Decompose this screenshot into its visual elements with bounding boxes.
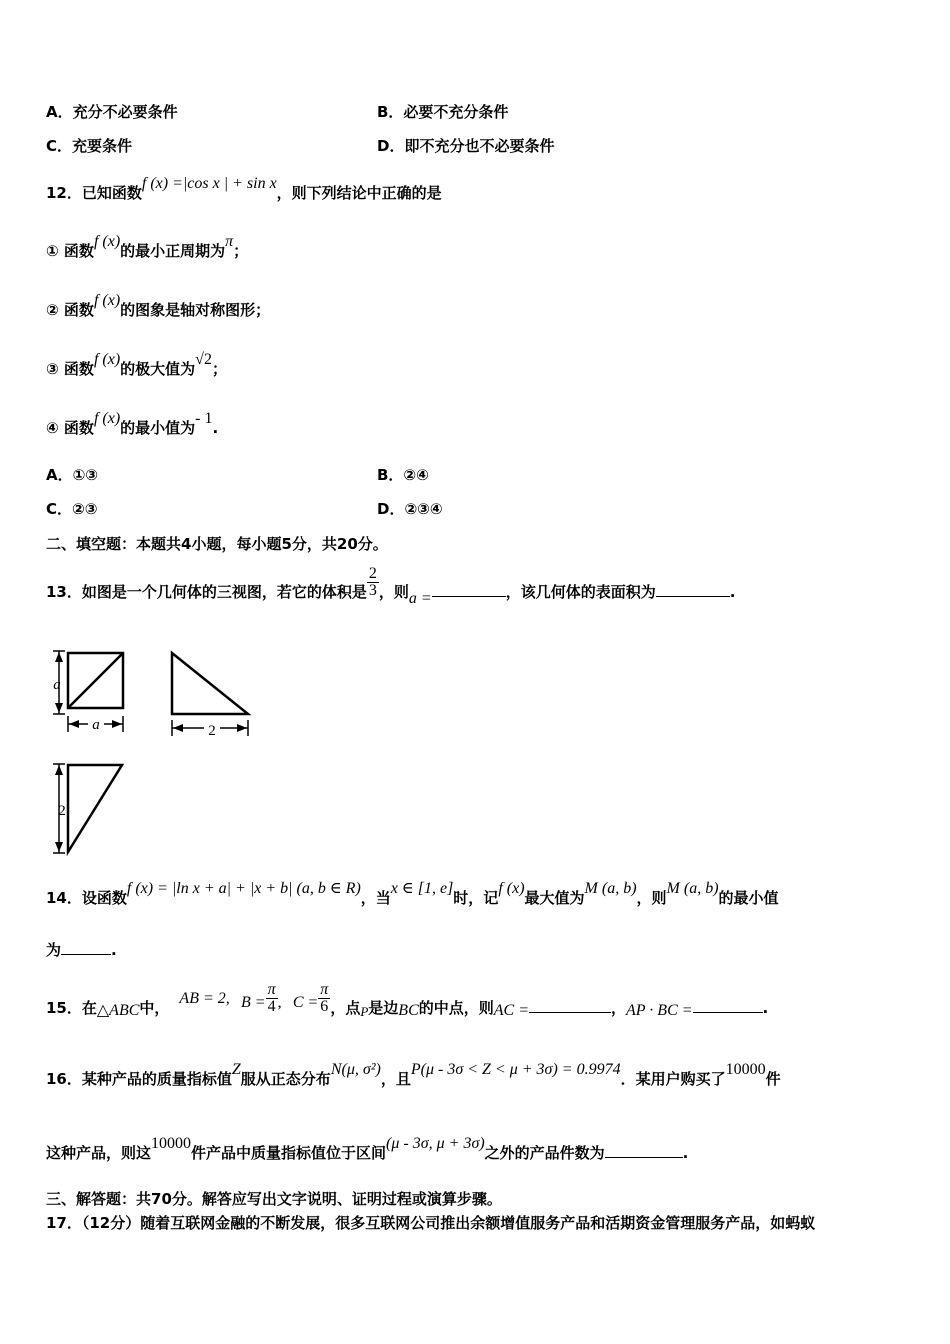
q15-prefix: 15．在: [46, 999, 97, 1017]
q15-edge: 是边: [368, 999, 399, 1017]
option-a: A．充分不必要条件: [46, 103, 178, 121]
q15-blank-apbc: [693, 998, 763, 1013]
q12-stem: [46, 175, 442, 204]
q14-mab-2: M (a, b): [666, 880, 719, 897]
q16-count-2: 10000: [151, 1135, 192, 1152]
q15-ac: AC =: [493, 1002, 530, 1019]
q12-statement-1: [46, 233, 249, 262]
q15-b-four: 4: [267, 998, 276, 1015]
q16-z: Z: [231, 1061, 241, 1078]
q15-c-pi: π: [320, 981, 329, 998]
q14-then: ，则: [636, 889, 667, 907]
q12-statement-3: [46, 351, 227, 380]
q13-numerator: 2: [368, 565, 377, 582]
q15-stem: [46, 981, 769, 1019]
q16-line2-post: 之外的产品件数为: [484, 1144, 605, 1162]
q15-p: P: [360, 1004, 369, 1019]
q13-fraction: [367, 566, 379, 599]
q12-statement-2: [46, 292, 271, 321]
q15-b-fraction: [266, 982, 278, 1015]
q14-min-text: 的最小值: [718, 889, 779, 907]
q14-when: ，当: [360, 889, 391, 907]
q13-stem: [46, 565, 736, 607]
front-view-arrow-left: [69, 720, 79, 728]
q15-c-fraction: [318, 982, 330, 1015]
q16-line2-mid: 件产品中质量指标值位于区间: [191, 1144, 387, 1162]
q12-tail: ，则下列结论中正确的是: [276, 184, 442, 202]
front-view-arrow-down: [55, 703, 63, 713]
q15-blank-ac: [529, 998, 611, 1013]
q15-period: .: [762, 999, 769, 1017]
s2-fx: f (x): [93, 292, 121, 309]
option-b: B．必要不充分条件: [377, 103, 509, 121]
front-view-diagonal: [68, 653, 123, 708]
s4-period: .: [212, 419, 219, 437]
q13-area-text: ，该几何体的表面积为: [505, 583, 656, 601]
front-view-label-a: a: [53, 677, 61, 693]
section-2-heading: 二、填空题：本题共4小题，每小题5分，共20分。: [46, 535, 388, 553]
q16-jian: 件: [765, 1070, 781, 1088]
q16-stem: [46, 1061, 781, 1090]
q12-option-a: A．①③: [46, 466, 99, 484]
q16-count: 10000: [725, 1061, 766, 1078]
q15-b-eq: B =: [241, 994, 266, 1011]
q14-line-2: [46, 940, 117, 960]
top-view-triangle: [68, 765, 122, 852]
q16-buy: ．某用户购买了: [620, 1070, 726, 1088]
side-view-arrow-left: [173, 724, 183, 732]
front-view-arrow-right: [112, 720, 122, 728]
q14-time: 时，记: [453, 889, 499, 907]
q12-number: 12．已知函数: [46, 184, 142, 202]
q15-ab: AB = 2,: [179, 990, 230, 1007]
q12-option-c: C．②③: [46, 500, 98, 518]
q15-c-eq: C =: [292, 994, 319, 1011]
q13-blank-area: [656, 582, 730, 597]
q15-comma-2: ，: [611, 999, 627, 1017]
option-d: D．即不充分也不必要条件: [377, 137, 555, 155]
s1-text: 的最小正周期为: [120, 242, 226, 260]
q16-range: (μ - 3σ, μ + 3σ): [386, 1135, 485, 1152]
q14-period: .: [111, 941, 117, 959]
q15-midpoint: 的中点，则: [418, 999, 494, 1017]
q14-prefix: 14．设函数: [46, 889, 127, 907]
q13-blank-a: [432, 582, 506, 597]
q12-function: f (x) =|cos x | + sin x: [141, 175, 277, 192]
q16-prefix: 16．某种产品的质量指标值: [46, 1070, 232, 1088]
option-c: C．充要条件: [46, 137, 133, 155]
q15-comma: ,: [277, 994, 282, 1011]
q15-triangle: △ABC: [96, 1002, 140, 1019]
q14-mab: M (a, b): [584, 880, 637, 897]
q16-line2-prefix: 这种产品，则这: [46, 1144, 152, 1162]
s2-text: 的图象是轴对称图形；: [120, 301, 271, 319]
s4-fx: f (x): [93, 410, 121, 427]
s1-pi: π: [225, 233, 234, 250]
q14-function: f (x) = |ln x + a| + |x + b| (a, b ∈ R): [126, 880, 361, 897]
q15-apbc: AP · BC =: [626, 1002, 693, 1019]
front-view-arrow-up: [55, 652, 63, 662]
q14-interval: x ∈ [1, e]: [390, 880, 454, 897]
q12-option-b: B．②④: [377, 466, 429, 484]
side-view-triangle: [172, 653, 248, 714]
top-view-figure: [44, 760, 134, 858]
q16-blank: [605, 1143, 683, 1158]
q14-fx: f (x): [498, 880, 525, 897]
q15-bc: BC: [398, 1002, 419, 1019]
section-3-heading: 三、解答题：共70分。解答应写出文字说明、证明过程或演算步骤。: [46, 1190, 502, 1208]
s4-neg1: - 1: [195, 410, 213, 427]
q14-max-text: 最大值为: [524, 889, 585, 907]
s3-sqrt2: √2: [195, 351, 212, 368]
top-view-arrow-up: [55, 765, 63, 775]
q14-blank: [61, 940, 111, 955]
top-view-arrow-down: [55, 842, 63, 852]
q14-wei: 为: [46, 941, 62, 959]
s3-fx: f (x): [93, 351, 121, 368]
side-view-figure: [164, 646, 259, 741]
q16-normal: N(μ, σ²): [330, 1061, 381, 1078]
q12-statement-4: [46, 410, 219, 439]
q12-option-d: D．②③④: [377, 500, 443, 518]
s4-prefix: ④ 函数: [46, 419, 94, 437]
s3-text: 的极大值为: [120, 360, 196, 378]
q15-zhong: 中，: [139, 999, 170, 1017]
s3-semicolon: ；: [211, 360, 227, 378]
q16-probability: P(μ - 3σ < Z < μ + 3σ) = 0.9974: [410, 1061, 621, 1078]
q16-and: ，且: [380, 1070, 411, 1088]
front-view-figure: [44, 646, 134, 736]
q16-period: .: [682, 1144, 689, 1162]
s2-prefix: ② 函数: [46, 301, 94, 319]
q15-b-pi: π: [267, 981, 276, 998]
q13-denominator: 3: [368, 582, 377, 599]
q17-stem: 17．（12分）随着互联网金融的不断发展，很多互联网公司推出余额增值服务产品和活期资金管理服务产品，如蚂蚁: [46, 1214, 816, 1232]
q13-prefix: 13．如图是一个几何体的三视图，若它的体积是: [46, 583, 367, 601]
q16-line-2: [46, 1135, 689, 1164]
q14-stem: [46, 880, 779, 909]
s1-fx: f (x): [93, 233, 121, 250]
q16-follow: 服从正态分布: [240, 1070, 331, 1088]
s4-text: 的最小值为: [120, 419, 196, 437]
side-view-arrow-right: [237, 724, 247, 732]
q13-then: ，则: [378, 583, 409, 601]
side-view-label-2: 2: [208, 723, 216, 739]
q13-period: .: [729, 583, 736, 601]
q15-point: ，点: [330, 999, 361, 1017]
s1-semicolon: ；: [233, 242, 249, 260]
s1-prefix: ① 函数: [46, 242, 94, 260]
s3-prefix: ③ 函数: [46, 360, 94, 378]
q15-c-six: 6: [320, 998, 329, 1015]
front-view-label-a-bottom: a: [92, 717, 100, 733]
top-view-label-2: 2: [58, 803, 66, 819]
q13-a-equals: a =: [408, 590, 432, 607]
